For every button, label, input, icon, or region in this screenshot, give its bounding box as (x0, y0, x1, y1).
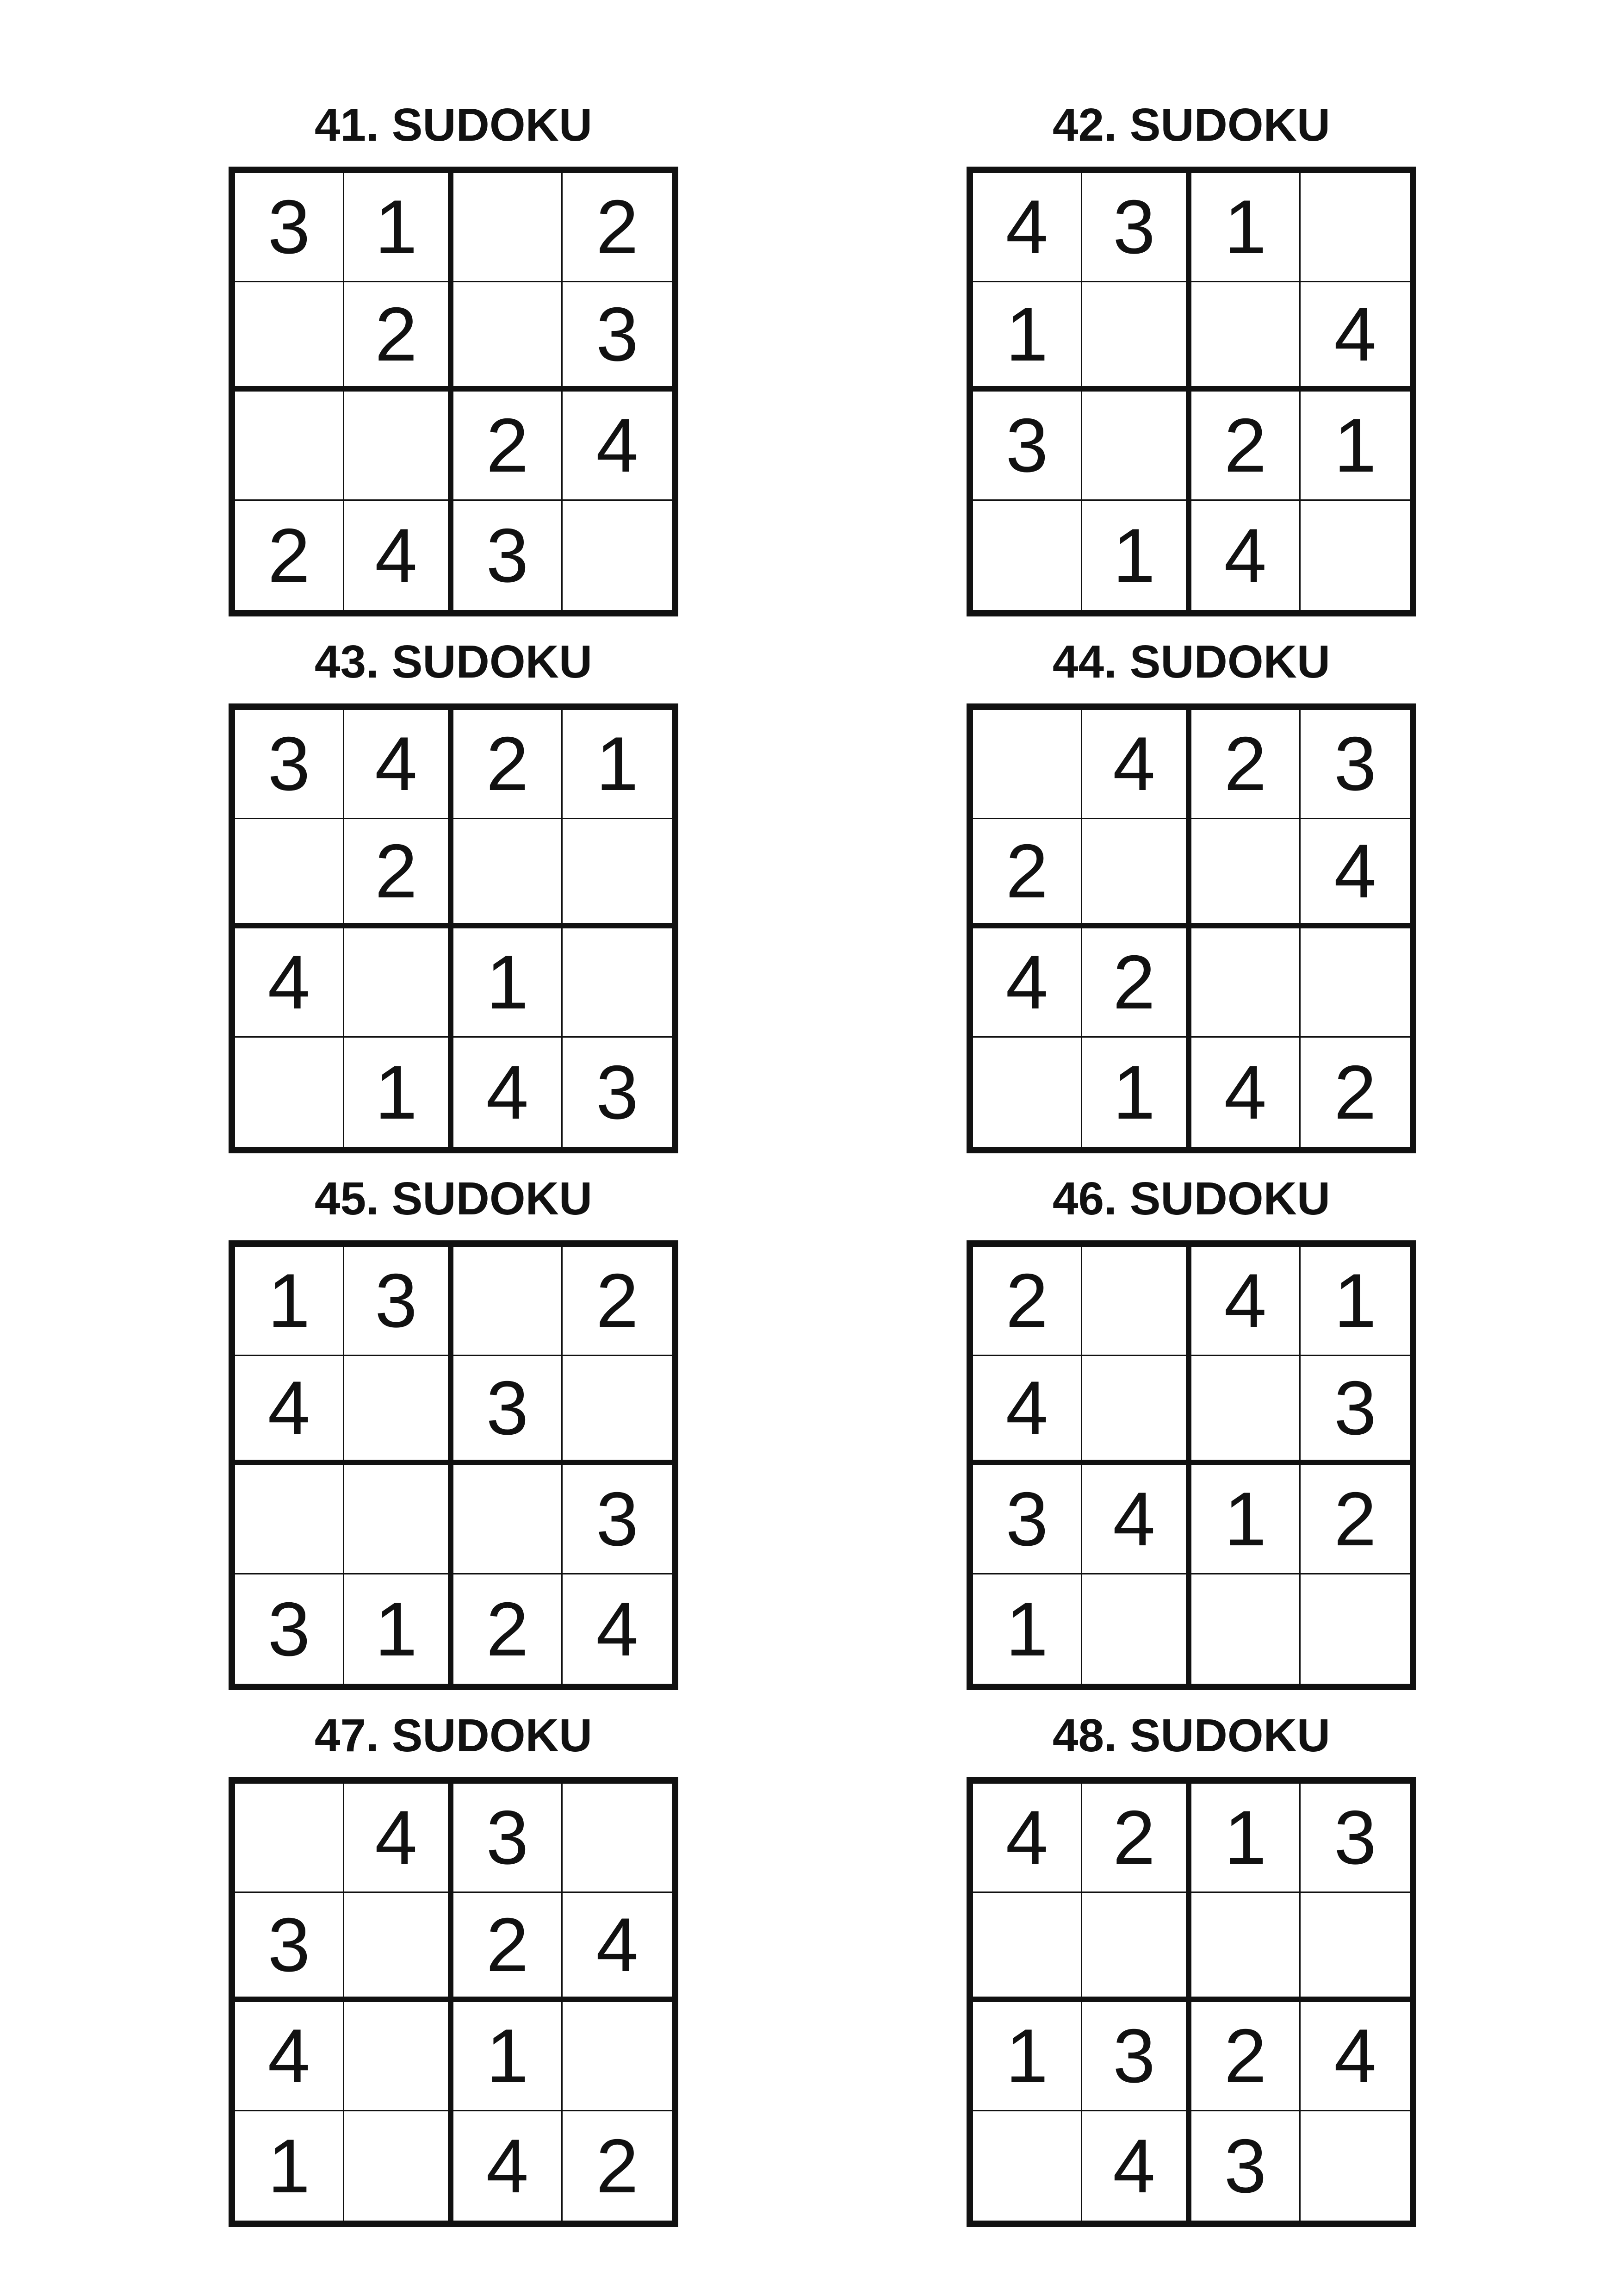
sudoku-cell-empty[interactable] (1191, 819, 1301, 928)
sudoku-cell-given: 4 (1301, 282, 1410, 392)
sudoku-cell-given: 2 (235, 501, 344, 610)
sudoku-cell-empty[interactable] (1191, 1574, 1301, 1684)
sudoku-cell-empty[interactable] (344, 1465, 453, 1574)
sudoku-cell-given: 4 (344, 1784, 453, 1893)
sudoku-cell-given: 3 (453, 1784, 563, 1893)
sudoku-cell-empty[interactable] (973, 2111, 1082, 2221)
sudoku-cell-given: 2 (973, 1247, 1082, 1356)
puzzle-title: 45. SUDOKU (314, 1173, 593, 1225)
sudoku-cell-given: 2 (973, 819, 1082, 928)
sudoku-cell-given: 2 (1082, 1784, 1191, 1893)
sudoku-cell-empty[interactable] (344, 2111, 453, 2221)
sudoku-cell-empty[interactable] (344, 392, 453, 501)
sudoku-cell-given: 3 (1301, 1356, 1410, 1465)
puzzle-title: 43. SUDOKU (314, 636, 593, 688)
sudoku-cell-empty[interactable] (1191, 282, 1301, 392)
sudoku-cell-given: 3 (235, 710, 344, 819)
sudoku-cell-given: 3 (563, 1465, 672, 1574)
sudoku-cell-empty[interactable] (1301, 173, 1410, 282)
sudoku-cell-empty[interactable] (344, 2002, 453, 2111)
sudoku-grid (967, 167, 1416, 616)
sudoku-cell-empty[interactable] (973, 501, 1082, 610)
sudoku-cell-given: 1 (453, 928, 563, 1038)
sudoku-cell-given: 4 (1082, 2111, 1191, 2221)
sudoku-cell-empty[interactable] (973, 710, 1082, 819)
sudoku-cell-empty[interactable] (1082, 1356, 1191, 1465)
sudoku-cell-given: 1 (453, 2002, 563, 2111)
sudoku-cell-empty[interactable] (563, 1356, 672, 1465)
sudoku-cell-given: 2 (596, 2123, 639, 2209)
sudoku-cell-given: 1 (1191, 1465, 1301, 1574)
sudoku-cell-empty[interactable] (563, 819, 672, 928)
sudoku-cell-given: 3 (235, 173, 344, 282)
sudoku-cell-empty[interactable] (344, 1356, 453, 1465)
sudoku-cell-empty[interactable] (563, 1784, 672, 1893)
sudoku-cell-given: 1 (344, 1038, 453, 1147)
sudoku-cell-given: 1 (1301, 1247, 1410, 1356)
sudoku-cell-given: 4 (453, 2111, 563, 2221)
sudoku-cell-given: 4 (973, 1356, 1082, 1465)
sudoku-cell-given: 4 (973, 1784, 1082, 1893)
sudoku-cell-empty[interactable] (235, 282, 344, 392)
puzzle-title: 47. SUDOKU (314, 1710, 593, 1761)
sudoku-cell-given: 3 (344, 1247, 453, 1356)
sudoku-cell-given: 2 (344, 819, 453, 928)
sudoku-cell-given: 2 (1334, 1049, 1376, 1135)
sudoku-grid (967, 703, 1416, 1153)
sudoku-cell-given: 4 (235, 928, 344, 1038)
sudoku-grid (229, 167, 678, 616)
puzzle-title: 42. SUDOKU (1052, 99, 1331, 151)
sudoku-cell-given: 3 (453, 501, 563, 610)
sudoku-cell-empty[interactable] (235, 1038, 344, 1147)
sudoku-cell-given: 4 (973, 173, 1082, 282)
sudoku-cell-given: 4 (563, 1893, 672, 2002)
sudoku-cell-empty[interactable] (1082, 1893, 1191, 2002)
sudoku-cell-empty[interactable] (1082, 282, 1191, 392)
sudoku-cell-given: 4 (344, 501, 453, 610)
sudoku-cell-given: 3 (1082, 2002, 1191, 2111)
puzzle-title: 48. SUDOKU (1052, 1710, 1331, 1761)
sudoku-cell-given: 1 (563, 710, 672, 819)
sudoku-cell-given: 2 (1301, 1465, 1410, 1574)
sudoku-cell-given: 4 (235, 1356, 344, 1465)
sudoku-cell-given: 3 (235, 1893, 344, 2002)
sudoku-cell-given: 3 (973, 392, 1082, 501)
sudoku-cell-given: 2 (453, 1893, 563, 2002)
sudoku-cell-empty[interactable] (453, 173, 563, 282)
sudoku-cell-empty[interactable] (344, 928, 453, 1038)
sudoku-cell-given: 2 (563, 173, 672, 282)
sudoku-cell-given: 1 (973, 282, 1082, 392)
sudoku-cell-empty[interactable] (1082, 819, 1191, 928)
sudoku-grid (229, 1777, 678, 2227)
sudoku-cell-given: 3 (1301, 1784, 1410, 1893)
sudoku-cell-given: 4 (563, 392, 672, 501)
sudoku-cell-given: 4 (1082, 710, 1191, 819)
sudoku-cell-empty[interactable] (563, 501, 672, 610)
sudoku-grid (229, 1240, 678, 1690)
sudoku-cell-given: 1 (1301, 392, 1410, 501)
sudoku-cell-given: 3 (563, 282, 672, 392)
sudoku-cell-given: 2 (1191, 710, 1301, 819)
sudoku-cell-empty[interactable] (453, 1247, 563, 1356)
sudoku-cell-given: 1 (1082, 1038, 1191, 1147)
sudoku-cell-given: 2 (453, 710, 563, 819)
sudoku-cell-given: 4 (235, 2002, 344, 2111)
sudoku-grid (967, 1777, 1416, 2227)
sudoku-cell-empty[interactable] (1301, 928, 1410, 1038)
sudoku-cell-given: 2 (563, 1247, 672, 1356)
sudoku-cell-given: 2 (344, 282, 453, 392)
sudoku-cell-empty[interactable] (453, 282, 563, 392)
sudoku-cell-empty[interactable] (1191, 1893, 1301, 2002)
sudoku-cell-given: 3 (973, 1465, 1082, 1574)
sudoku-cell-given: 4 (973, 928, 1082, 1038)
sudoku-cell-empty[interactable] (235, 1465, 344, 1574)
sudoku-grid (967, 1240, 1416, 1690)
sudoku-cell-given: 1 (1082, 501, 1191, 610)
sudoku-cell-given: 1 (235, 2111, 344, 2221)
sudoku-cell-given: 1 (973, 2002, 1082, 2111)
sudoku-cell-empty[interactable] (1082, 1574, 1191, 1684)
sudoku-cell-given: 3 (453, 1356, 563, 1465)
sudoku-cell-given: 1 (1191, 1784, 1301, 1893)
puzzle-title: 44. SUDOKU (1052, 636, 1331, 688)
sudoku-cell-empty[interactable] (563, 2002, 672, 2111)
sudoku-cell-empty[interactable] (453, 819, 563, 928)
sudoku-cell-given: 3 (1191, 2111, 1301, 2221)
sudoku-cell-empty[interactable] (1082, 1247, 1191, 1356)
puzzle-title: 46. SUDOKU (1052, 1173, 1331, 1225)
sudoku-cell-empty[interactable] (973, 1038, 1082, 1147)
sudoku-cell-given: 1 (973, 1574, 1082, 1684)
sudoku-cell-empty[interactable] (1082, 392, 1191, 501)
sudoku-cell-given: 4 (344, 710, 453, 819)
puzzle-title: 41. SUDOKU (314, 99, 593, 151)
sudoku-cell-empty[interactable] (453, 1465, 563, 1574)
sudoku-cell-given: 3 (235, 1574, 344, 1684)
sudoku-cell-given: 1 (235, 1247, 344, 1356)
sudoku-cell-empty[interactable] (1301, 2111, 1410, 2221)
sudoku-cell-empty[interactable] (235, 819, 344, 928)
sudoku-cell-given: 3 (1301, 710, 1410, 819)
sudoku-cell-empty[interactable] (1191, 928, 1301, 1038)
sudoku-cell-empty[interactable] (563, 928, 672, 1038)
sudoku-cell-given: 2 (453, 1574, 563, 1684)
sudoku-cell-given: 3 (596, 1049, 639, 1135)
sudoku-cell-given: 2 (453, 392, 563, 501)
sudoku-cell-given: 4 (1191, 1038, 1301, 1147)
sudoku-cell-given: 2 (1191, 392, 1301, 501)
sudoku-cell-given: 2 (1191, 2002, 1301, 2111)
sudoku-cell-given: 4 (596, 1586, 639, 1672)
sudoku-cell-given: 3 (1082, 173, 1191, 282)
sudoku-cell-given: 4 (1191, 1247, 1301, 1356)
sudoku-cell-given: 1 (344, 1574, 453, 1684)
sudoku-cell-empty[interactable] (344, 1893, 453, 2002)
sudoku-cell-empty[interactable] (1301, 1893, 1410, 2002)
sudoku-cell-given: 2 (1082, 928, 1191, 1038)
sudoku-grid (229, 703, 678, 1153)
sudoku-cell-given: 1 (1191, 173, 1301, 282)
sudoku-cell-given: 4 (1301, 819, 1410, 928)
sudoku-cell-empty[interactable] (973, 1893, 1082, 2002)
sudoku-cell-empty[interactable] (1301, 1574, 1410, 1684)
sudoku-cell-given: 4 (1301, 2002, 1410, 2111)
sudoku-cell-given: 4 (453, 1038, 563, 1147)
sudoku-cell-given: 4 (1082, 1465, 1191, 1574)
sudoku-cell-empty[interactable] (1301, 501, 1410, 610)
sudoku-cell-empty[interactable] (1191, 1356, 1301, 1465)
sudoku-cell-given: 1 (344, 173, 453, 282)
sudoku-cell-empty[interactable] (235, 392, 344, 501)
sudoku-cell-empty[interactable] (235, 1784, 344, 1893)
sudoku-cell-given: 4 (1191, 501, 1301, 610)
